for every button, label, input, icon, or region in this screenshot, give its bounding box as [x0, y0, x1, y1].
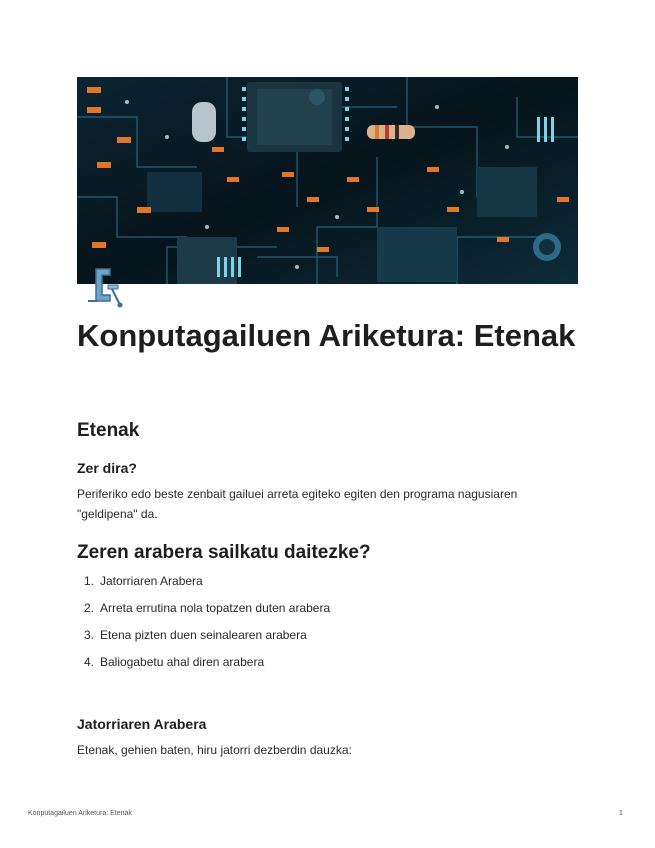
section-heading: Etenak [77, 420, 140, 441]
list-item-number: 2. [84, 601, 95, 615]
definition-paragraph: Periferiko edo beste zenbait gailuei arreta egiteko egiten den programa nagusiaren "geldipena" da. [77, 487, 518, 521]
list-item-number: 4. [84, 655, 95, 669]
footer-page-number: 1 [619, 810, 623, 817]
list-item-text: Etena pizten duen seinalearen arabera [100, 628, 307, 642]
document-title: Konputagailuen Ariketura: Etenak [77, 318, 576, 353]
circuit-board-banner [77, 77, 578, 284]
list-item-text: Arreta errutina nola topatzen duten arabera [100, 601, 331, 615]
list-item-text: Baliogabetu ahal diren arabera [100, 655, 265, 669]
question-heading: Zer dira? [77, 460, 137, 476]
footer-document-name: Konputagailuen Ariketura: Etenak [28, 810, 132, 817]
subsection-heading: Jatorriaren Arabera [77, 716, 207, 732]
list-item-number: 3. [84, 628, 95, 642]
classification-heading: Zeren arabera sailkatu daitezke? [77, 542, 371, 563]
clamp-icon [84, 265, 124, 309]
list-item-text: Jatorriaren Arabera [100, 574, 203, 588]
list-item-number: 1. [84, 574, 95, 588]
subsection-paragraph: Etenak, gehien baten, hiru jatorri dezberdin dauzka: [77, 743, 352, 757]
